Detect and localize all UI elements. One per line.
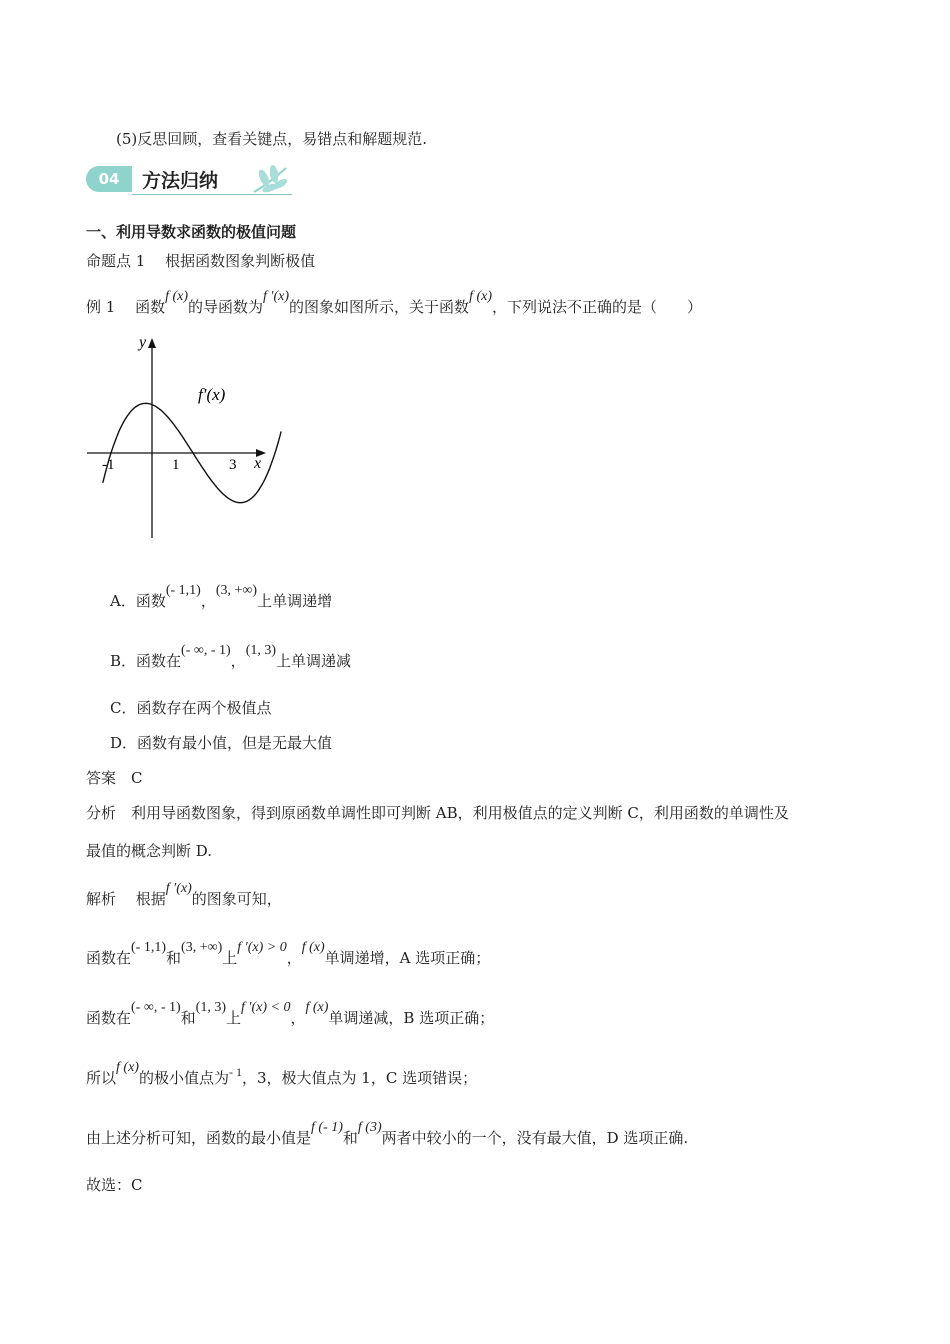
section-underline xyxy=(132,194,292,195)
analysis-line-2: 最值的概念判断 D. xyxy=(86,842,213,860)
solution-line-2: 函数在(- 1,1)和(3, +∞)上f ′(x) > 0，f (x)单调递增，A 选项正确； xyxy=(86,940,491,967)
example-line: 例 1 函数f (x)的导函数为f ′(x)的图象如图所示，关于函数f (x)，下列说法不正确的是（ ） xyxy=(86,289,703,316)
section-number: 04 xyxy=(86,166,132,192)
solution-line-1: 解析 根据f ′(x)的图象可知， xyxy=(86,881,282,908)
solution-line-5: 由上述分析可知，函数的最小值是f (- 1)和f (3)两者中较小的一个，没有最大值，D 选项正确. xyxy=(86,1120,689,1147)
analysis-line-1: 分析 利用导函数图象，得到原函数单调性即可判断 AB，利用极值点的定义判断 C，利用函数的单调性及 xyxy=(86,804,789,822)
x-tick-3: 3 xyxy=(229,457,237,473)
derivative-graph xyxy=(82,330,282,545)
y-axis-label: y xyxy=(139,334,147,351)
step5-text: (5)反思回顾，查看关键点，易错点和解题规范. xyxy=(116,130,428,148)
section-heading xyxy=(86,162,293,198)
leaf-icon xyxy=(246,162,292,196)
x-axis-label: x xyxy=(254,455,262,472)
answer-line: 答案 C xyxy=(86,769,143,787)
section-title: 方法归纳 xyxy=(142,170,219,192)
option-a[interactable]: A．函数(- 1,1)，(3, +∞)上单调递增 xyxy=(110,583,333,610)
x-tick-1: 1 xyxy=(172,457,180,473)
solution-line-4: 所以f (x)的极小值点为$^{- 1}$，3，极大值点为 1，C 选项错误； xyxy=(86,1060,478,1087)
x-tick-neg1: -1 xyxy=(102,457,115,473)
solution-line-3: 函数在(- ∞, - 1)和(1, 3)上f ′(x) < 0，f (x)单调递减，B 选项正确； xyxy=(86,1000,495,1027)
heading-1: 一、利用导数求函数的极值问题 xyxy=(86,223,297,241)
option-c[interactable]: C．函数存在两个极值点 xyxy=(110,699,272,717)
y-axis-arrow xyxy=(148,338,156,348)
curve-label: f′(x) xyxy=(198,385,226,404)
option-b[interactable]: B．函数在(- ∞, - 1)，(1, 3)上单调递减 xyxy=(110,643,352,670)
topic-line: 命题点 1 根据函数图象判断极值 xyxy=(86,252,316,270)
final-answer: 故选：C xyxy=(86,1176,143,1194)
option-d[interactable]: D．函数有最小值，但是无最大值 xyxy=(110,734,333,752)
